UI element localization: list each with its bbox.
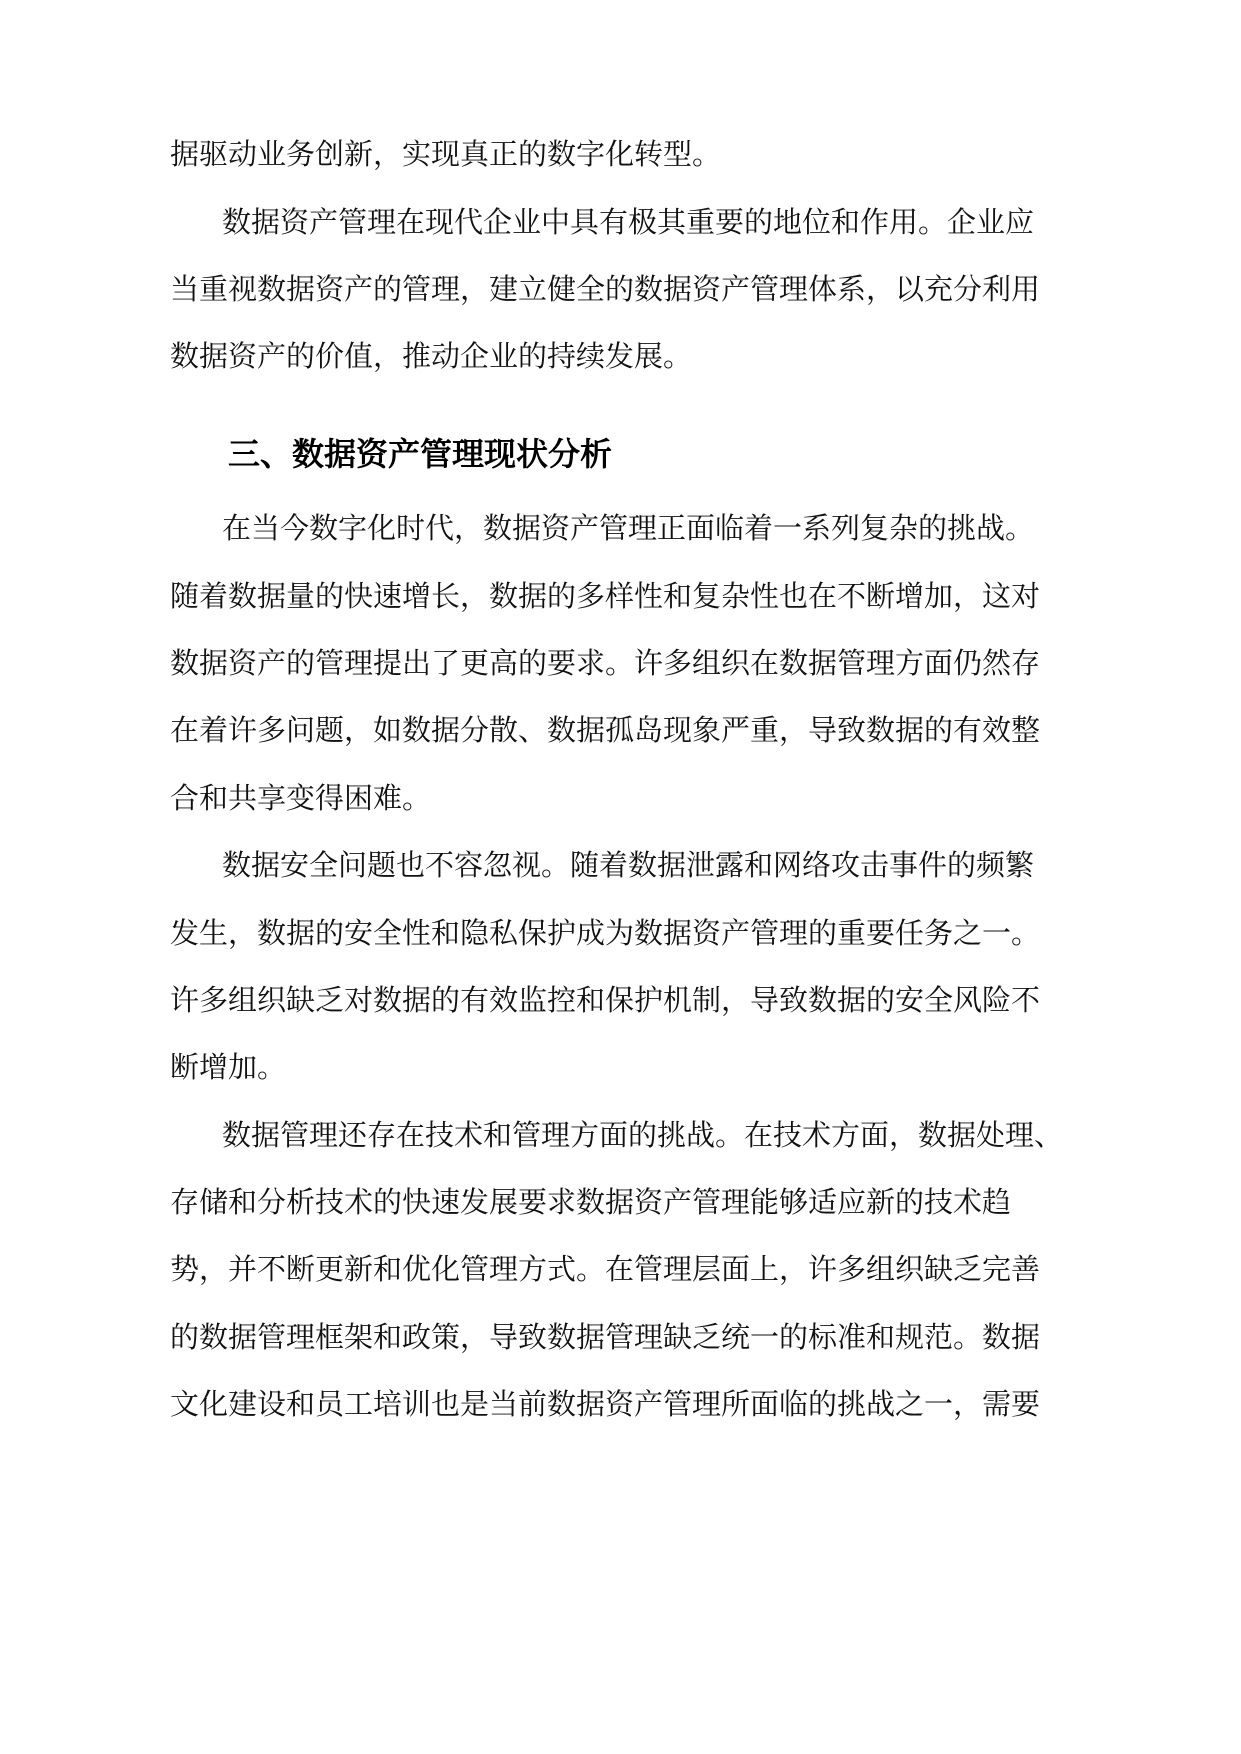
paragraph-line: 数据管理还存在技术和管理方面的挑战。在技术方面，数据处理、	[222, 1118, 1064, 1152]
paragraph-line: 数据资产管理在现代企业中具有极其重要的地位和作用。企业应	[222, 205, 1035, 239]
paragraph-line: 文化建设和员工培训也是当前数据资产管理所面临的挑战之一，需要	[170, 1387, 1041, 1421]
paragraph-line: 势，并不断更新和优化管理方式。在管理层面上，许多组织缺乏完善	[170, 1252, 1041, 1286]
paragraph-line: 许多组织缺乏对数据的有效监控和保护机制，导致数据的安全风险不	[170, 983, 1041, 1017]
paragraph-line: 数据安全问题也不容忽视。随着数据泄露和网络攻击事件的频繁	[222, 848, 1035, 882]
section-heading: 三、数据资产管理现状分析	[228, 435, 613, 473]
paragraph-line: 的数据管理框架和政策，导致数据管理缺乏统一的标准和规范。数据	[170, 1320, 1041, 1354]
paragraph-line: 数据资产的价值，推动企业的持续发展。	[170, 339, 693, 373]
paragraph-line: 数据资产的管理提出了更高的要求。许多组织在数据管理方面仍然存	[170, 646, 1041, 680]
paragraph-line: 合和共享变得困难。	[170, 781, 432, 815]
paragraph-line: 存储和分析技术的快速发展要求数据资产管理能够适应新的技术趋	[170, 1185, 1012, 1219]
paragraph-line: 发生，数据的安全性和隐私保护成为数据资产管理的重要任务之一。	[170, 916, 1041, 950]
paragraph-line: 据驱动业务创新，实现真正的数字化转型。	[170, 137, 722, 171]
paragraph-line: 当重视数据资产的管理，建立健全的数据资产管理体系，以充分利用	[170, 272, 1041, 306]
paragraph-line: 随着数据量的快速增长，数据的多样性和复杂性也在不断增加，这对	[170, 579, 1041, 613]
paragraph-line: 断增加。	[170, 1050, 287, 1084]
paragraph-line: 在着许多问题，如数据分散、数据孤岛现象严重，导致数据的有效整	[170, 713, 1041, 747]
paragraph-line: 在当今数字化时代，数据资产管理正面临着一系列复杂的挑战。	[222, 511, 1035, 545]
